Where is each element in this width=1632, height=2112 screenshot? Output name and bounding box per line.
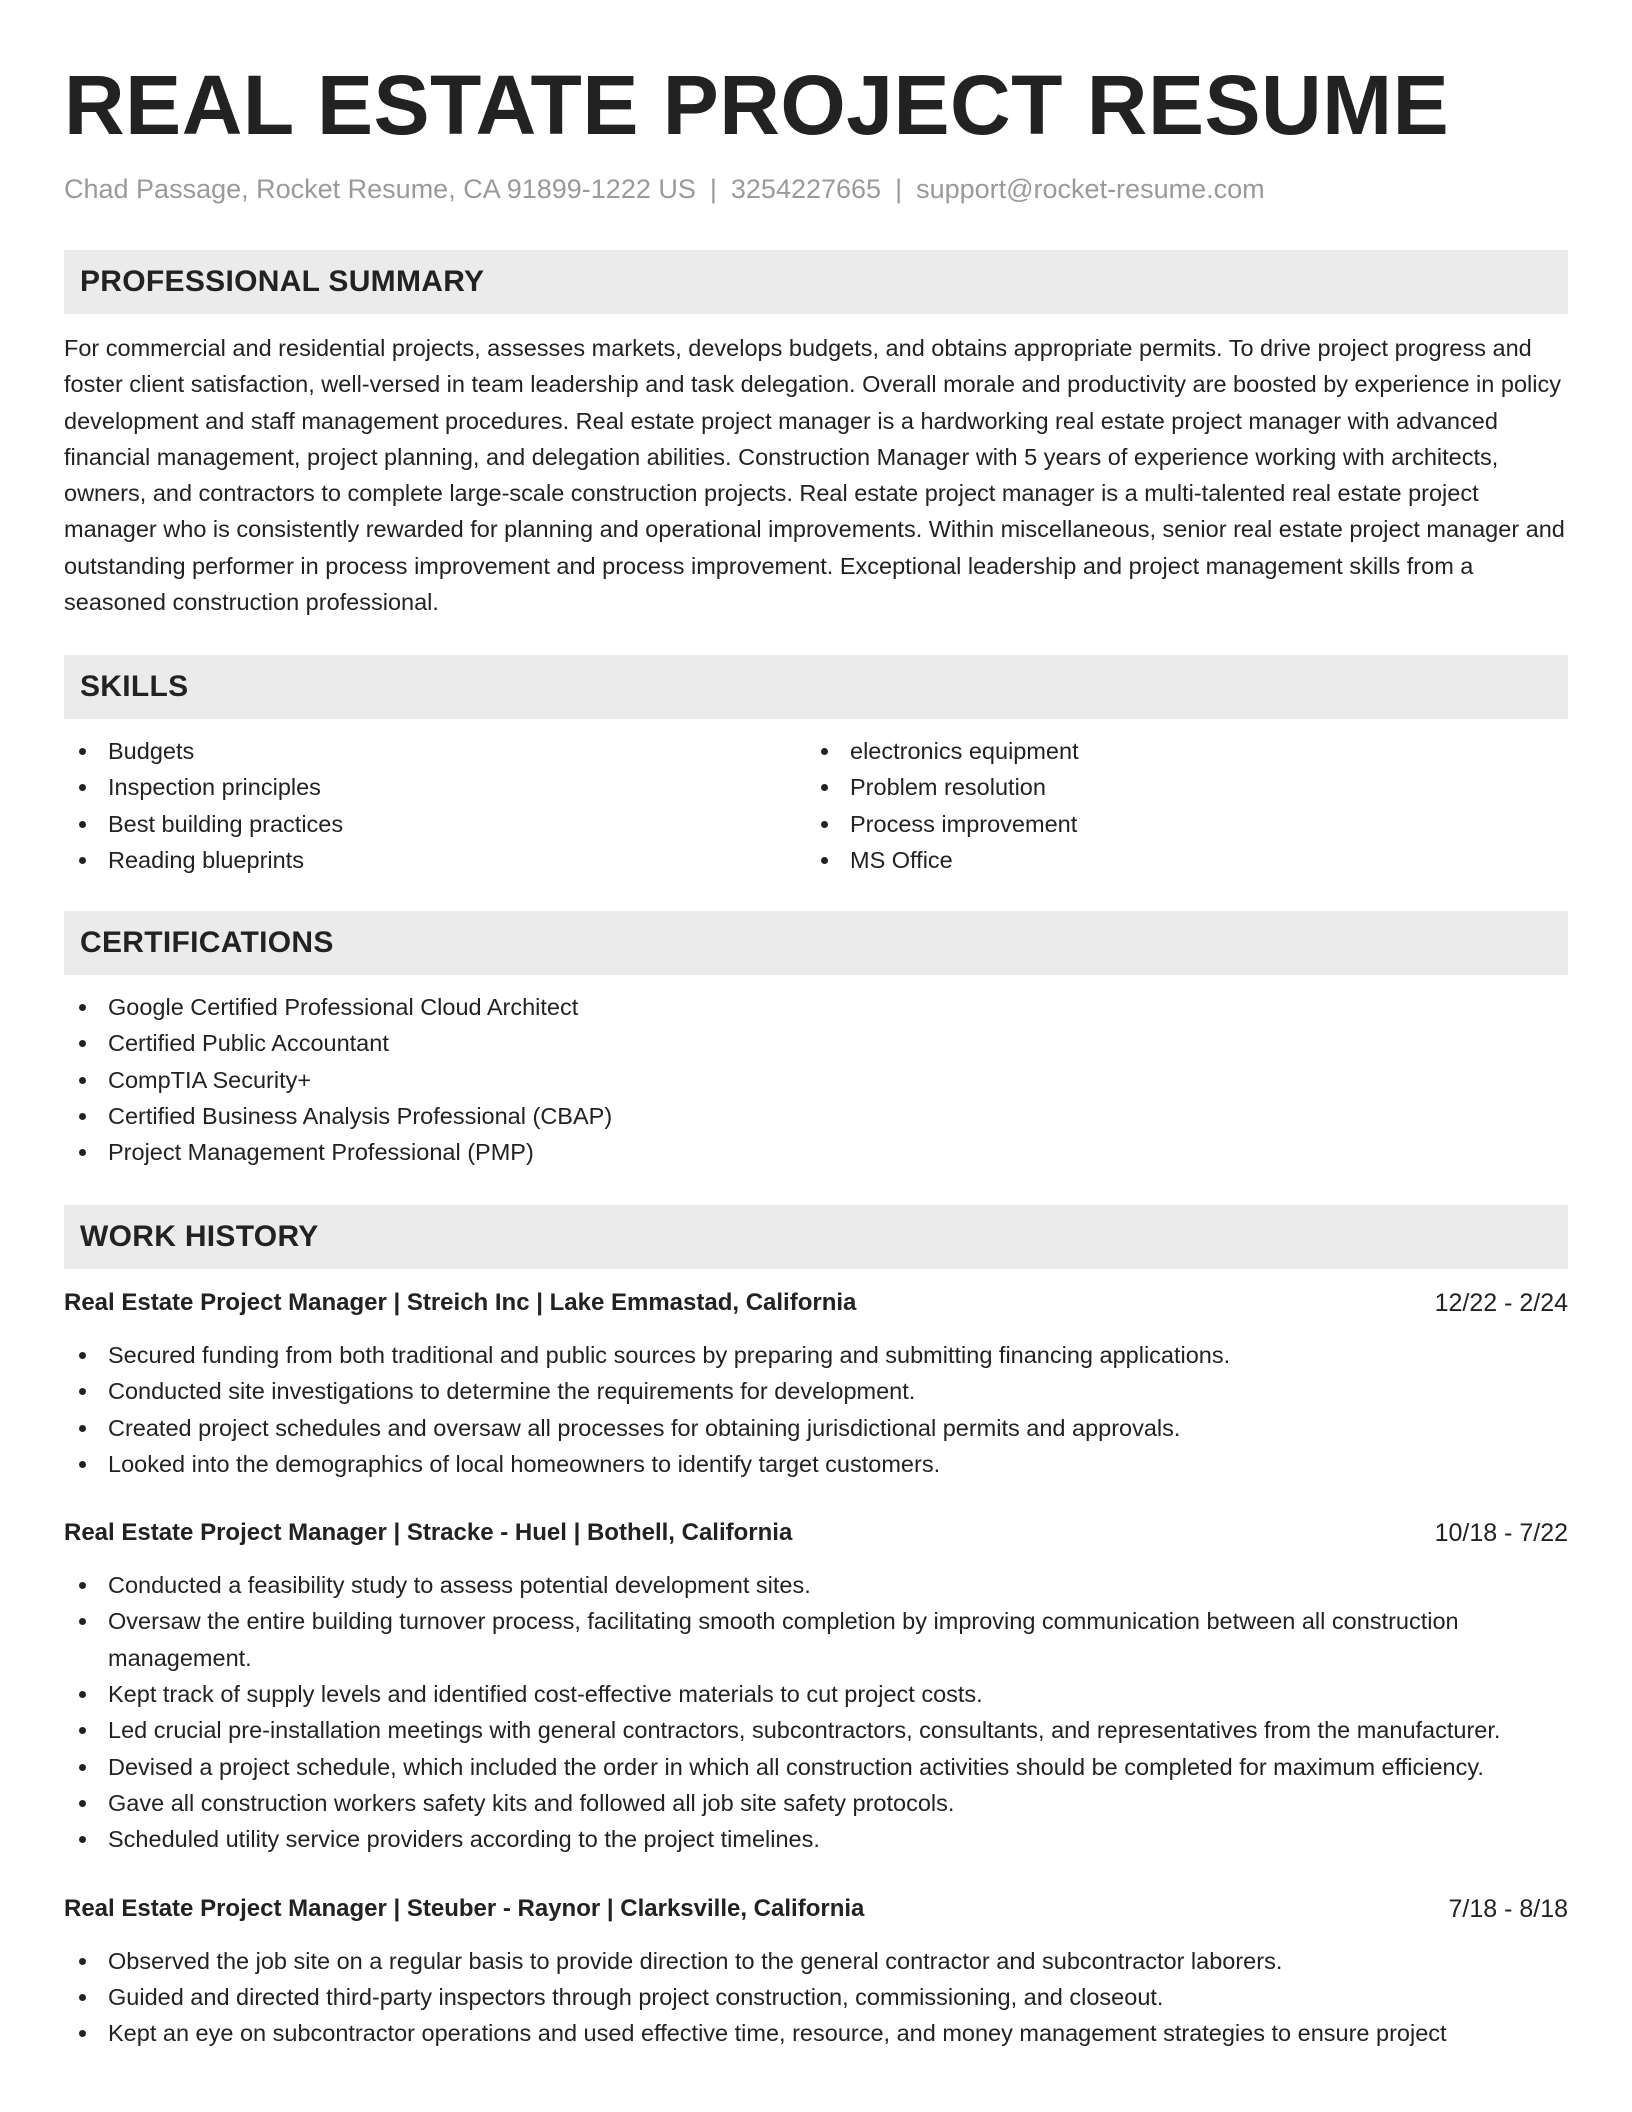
skills-section xyxy=(64,655,1568,878)
skill-item: Reading blueprints xyxy=(64,842,806,878)
certifications-list xyxy=(64,989,1568,1170)
certifications-section xyxy=(64,911,1568,1170)
certification-item: Certified Public Accountant xyxy=(64,1025,1568,1061)
contact-line xyxy=(64,172,1568,206)
job-bullet: Devised a project schedule, which included the order in which all construction activities should be completed for maximum efficiency. xyxy=(64,1749,1568,1785)
work-history-section xyxy=(64,1205,1568,2051)
summary-section xyxy=(64,250,1568,620)
skill-item: Process improvement xyxy=(806,806,1548,842)
skill-item: Budgets xyxy=(64,733,806,769)
skill-item: electronics equipment xyxy=(806,733,1548,769)
certification-item: Project Management Professional (PMP) xyxy=(64,1134,1568,1170)
job-dates: 7/18 - 8/18 xyxy=(1448,1894,1568,1923)
job-bullet: Scheduled utility service providers according to the project timelines. xyxy=(64,1821,1568,1857)
contact-address: Chad Passage, Rocket Resume, CA 91899-1222 US xyxy=(64,174,696,204)
work-history-heading: WORK HISTORY xyxy=(64,1205,1568,1269)
skill-item: Problem resolution xyxy=(806,769,1548,805)
job-title: Real Estate Project Manager | Steuber - Raynor | Clarksville, California xyxy=(64,1894,865,1922)
job-bullets xyxy=(64,1567,1568,1857)
job-entry xyxy=(64,1891,1568,2052)
job-dates: 10/18 - 7/22 xyxy=(1434,1519,1568,1548)
skills-grid xyxy=(64,733,1568,878)
job-bullet: Kept track of supply levels and identified cost-effective materials to cut project costs. xyxy=(64,1676,1568,1712)
summary-text: For commercial and residential projects, assesses markets, develops budgets, and obtains appropriate permits. To drive project progress and foster client satisfaction, well-versed in team leadership and task delegation. Overall morale and productivity are boosted by experience in policy development and staff management procedures. Real estate project manager is a hardworking real estate project manager with advanced financial management, project planning, and delegation abilities. Construction Manager with 5 years of experience working with architects, owners, and contractors to complete large-scale construction projects. Real estate project manager is a multi-talented real estate project manager who is consistently rewarded for planning and operational improvements. Within miscellaneous, senior real estate project manager and outstanding performer in process improvement and process improvement. Exceptional leadership and project management skills from a seasoned construction professional. xyxy=(64,335,1565,616)
skill-item: MS Office xyxy=(806,842,1548,878)
job-bullet: Oversaw the entire building turnover process, facilitating smooth completion by improving communication between all construction management. xyxy=(64,1603,1568,1676)
contact-email: support@rocket-resume.com xyxy=(916,174,1265,204)
skills-list-left xyxy=(64,733,806,878)
job-bullet: Looked into the demographics of local homeowners to identify target customers. xyxy=(64,1446,1568,1482)
certification-item: CompTIA Security+ xyxy=(64,1062,1568,1098)
job-bullet: Created project schedules and oversaw all processes for obtaining jurisdictional permits and approvals. xyxy=(64,1410,1568,1446)
certification-item: Certified Business Analysis Professional (CBAP) xyxy=(64,1098,1568,1134)
job-bullet: Secured funding from both traditional and public sources by preparing and submitting financing applications. xyxy=(64,1337,1568,1373)
skill-item: Best building practices xyxy=(64,806,806,842)
job-header xyxy=(64,1285,1568,1321)
skill-item: Inspection principles xyxy=(64,769,806,805)
certifications-heading: CERTIFICATIONS xyxy=(64,911,1568,975)
job-entry xyxy=(64,1515,1568,1857)
job-title: Real Estate Project Manager | Stracke - Huel | Bothell, California xyxy=(64,1519,793,1547)
job-entry xyxy=(64,1285,1568,1482)
resume-title: REAL ESTATE PROJECT RESUME xyxy=(64,58,1450,152)
contact-separator: | xyxy=(895,174,903,204)
job-bullet: Led crucial pre-installation meetings with general contractors, subcontractors, consultants, and representatives from the manufacturer. xyxy=(64,1712,1568,1748)
job-bullet: Kept an eye on subcontractor operations and used effective time, resource, and money management strategies to ensure project xyxy=(64,2015,1568,2051)
job-header xyxy=(64,1891,1568,1927)
contact-phone: 3254227665 xyxy=(730,174,882,204)
skills-heading: SKILLS xyxy=(64,655,1568,719)
summary-heading: PROFESSIONAL SUMMARY xyxy=(64,250,1568,314)
job-bullets xyxy=(64,1337,1568,1482)
job-title: Real Estate Project Manager | Streich Inc | Lake Emmastad, California xyxy=(64,1289,857,1316)
job-header xyxy=(64,1515,1568,1551)
contact-separator: | xyxy=(709,174,717,204)
skills-list-right xyxy=(806,733,1548,878)
resume-page xyxy=(64,0,1568,2047)
job-bullet: Gave all construction workers safety kits and followed all job site safety protocols. xyxy=(64,1785,1568,1821)
job-bullets xyxy=(64,1943,1568,2052)
certification-item: Google Certified Professional Cloud Architect xyxy=(64,989,1568,1025)
job-bullet: Guided and directed third-party inspectors through project construction, commissioning, and closeout. xyxy=(64,1979,1568,2015)
job-dates: 12/22 - 2/24 xyxy=(1434,1289,1568,1317)
job-bullet: Conducted a feasibility study to assess potential development sites. xyxy=(64,1567,1568,1603)
job-bullet: Conducted site investigations to determine the requirements for development. xyxy=(64,1373,1568,1409)
job-bullet: Observed the job site on a regular basis to provide direction to the general contractor and subcontractor laborers. xyxy=(64,1943,1568,1979)
